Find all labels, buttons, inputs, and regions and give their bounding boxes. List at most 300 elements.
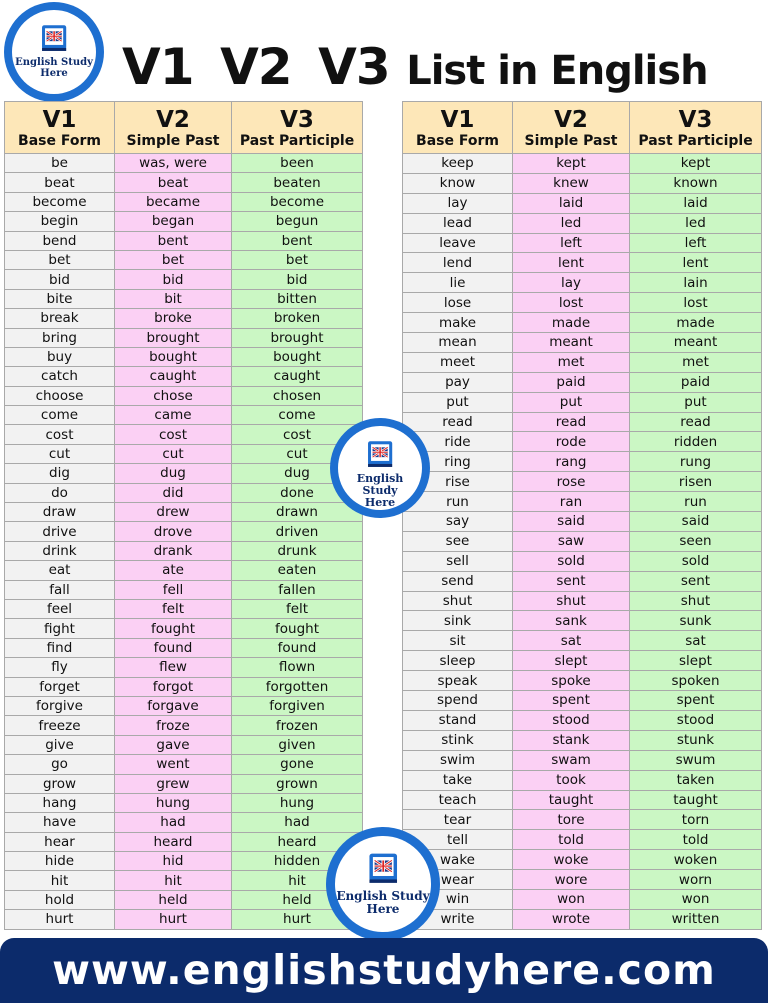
- verb-cell-v1: go: [5, 755, 115, 774]
- verb-cell-v2: spent: [513, 691, 630, 711]
- verb-cell-v2: found: [115, 638, 232, 657]
- verb-cell-v3: held: [232, 890, 363, 909]
- verb-cell-v2: became: [115, 192, 232, 211]
- table-row: [5, 638, 363, 657]
- table-row: [5, 406, 363, 425]
- verb-cell-v1: run: [403, 492, 513, 512]
- verb-cell-v1: bet: [5, 250, 115, 269]
- verb-cell-v3: caught: [232, 367, 363, 386]
- table-row: [5, 677, 363, 696]
- verb-cell-v1: write: [403, 909, 513, 929]
- verb-cell-v2: hung: [115, 793, 232, 812]
- verb-cell-v3: risen: [630, 472, 762, 492]
- verb-cell-v1: speak: [403, 671, 513, 691]
- table-row: [5, 309, 363, 328]
- table-row: [5, 173, 363, 192]
- verb-cell-v2: had: [115, 813, 232, 832]
- verb-cell-v3: sold: [630, 551, 762, 571]
- verb-cell-v3: sent: [630, 571, 762, 591]
- verb-cell-v3: come: [232, 406, 363, 425]
- book-flag-icon: [365, 439, 395, 469]
- verb-cell-v3: broken: [232, 309, 363, 328]
- verb-cell-v3: dug: [232, 464, 363, 483]
- verb-cell-v1: do: [5, 483, 115, 502]
- verb-cell-v1: swim: [403, 750, 513, 770]
- verb-cell-v2: lent: [513, 253, 630, 273]
- table-row: [403, 810, 762, 830]
- watermark-logo-middle: [330, 418, 430, 518]
- verb-cell-v3: drawn: [232, 503, 363, 522]
- title-v3: V3: [318, 38, 390, 96]
- verb-cell-v2: felt: [115, 599, 232, 618]
- verb-cell-v2: rose: [513, 472, 630, 492]
- verb-cell-v1: have: [5, 813, 115, 832]
- verb-cell-v3: had: [232, 813, 363, 832]
- verb-cell-v3: flown: [232, 658, 363, 677]
- verb-cell-v3: put: [630, 392, 762, 412]
- verb-cell-v1: eat: [5, 561, 115, 580]
- verb-cell-v2: told: [513, 830, 630, 850]
- verb-cell-v1: begin: [5, 212, 115, 231]
- table-row: [403, 770, 762, 790]
- table-row: [403, 691, 762, 711]
- table-row: [5, 696, 363, 715]
- verb-cell-v1: be: [5, 154, 115, 173]
- verb-cell-v2: hid: [115, 852, 232, 871]
- verb-cell-v1: say: [403, 512, 513, 532]
- verb-cell-v1: bring: [5, 328, 115, 347]
- verb-cell-v1: teach: [403, 790, 513, 810]
- verb-cell-v3: shut: [630, 591, 762, 611]
- table-row: [5, 599, 363, 618]
- table-row: [5, 328, 363, 347]
- verb-cell-v2: flew: [115, 658, 232, 677]
- verb-cell-v1: tear: [403, 810, 513, 830]
- verb-cell-v1: lay: [403, 193, 513, 213]
- table-row: [5, 658, 363, 677]
- verb-cell-v3: torn: [630, 810, 762, 830]
- verb-cell-v1: draw: [5, 503, 115, 522]
- verb-cell-v2: laid: [513, 193, 630, 213]
- verb-cell-v1: hit: [5, 871, 115, 890]
- verb-cell-v1: win: [403, 889, 513, 909]
- table-row: [5, 347, 363, 366]
- verb-cell-v2: cost: [115, 425, 232, 444]
- verb-cell-v1: ring: [403, 452, 513, 472]
- verb-cell-v3: hit: [232, 871, 363, 890]
- verb-cell-v2: drew: [115, 503, 232, 522]
- title-v2: V2: [220, 38, 292, 96]
- col-header-v3: V3 Past Participle: [232, 102, 363, 154]
- verb-cell-v3: hidden: [232, 852, 363, 871]
- table-row: [5, 852, 363, 871]
- verb-cell-v1: feel: [5, 599, 115, 618]
- table-row: [403, 253, 762, 273]
- verb-cell-v3: eaten: [232, 561, 363, 580]
- table-row: [403, 432, 762, 452]
- table-row: [5, 464, 363, 483]
- table-row: [5, 774, 363, 793]
- verb-cell-v2: shut: [513, 591, 630, 611]
- verb-cell-v3: spoken: [630, 671, 762, 691]
- book-flag-icon: [39, 23, 69, 53]
- verb-cell-v3: hurt: [232, 910, 363, 929]
- table-row: [403, 551, 762, 571]
- table-row: [403, 412, 762, 432]
- verb-cell-v2: forgot: [115, 677, 232, 696]
- verb-cell-v2: drank: [115, 541, 232, 560]
- table-row: [403, 909, 762, 929]
- table-row: [403, 830, 762, 850]
- verb-cell-v3: felt: [232, 599, 363, 618]
- verb-cell-v3: frozen: [232, 716, 363, 735]
- verb-cell-v2: bid: [115, 270, 232, 289]
- verb-cell-v3: driven: [232, 522, 363, 541]
- table-row: [5, 386, 363, 405]
- verb-cell-v1: give: [5, 735, 115, 754]
- table-row: [403, 671, 762, 691]
- col-header-v2: V2 Simple Past: [513, 102, 630, 154]
- verb-cell-v1: ride: [403, 432, 513, 452]
- verb-cell-v2: hurt: [115, 910, 232, 929]
- verb-cell-v3: run: [630, 492, 762, 512]
- verb-cell-v1: sink: [403, 611, 513, 631]
- table-row: [5, 483, 363, 502]
- verb-cell-v2: came: [115, 406, 232, 425]
- verb-table-right: [402, 101, 762, 930]
- table-row: [403, 730, 762, 750]
- verb-cell-v1: spend: [403, 691, 513, 711]
- verb-cell-v2: dug: [115, 464, 232, 483]
- table-row: [403, 870, 762, 890]
- verb-cell-v3: taken: [630, 770, 762, 790]
- verb-cell-v2: did: [115, 483, 232, 502]
- verb-cell-v2: sank: [513, 611, 630, 631]
- table-row: [5, 832, 363, 851]
- table-row: [403, 512, 762, 532]
- verb-cell-v3: told: [630, 830, 762, 850]
- table-row: [403, 710, 762, 730]
- verb-cell-v2: saw: [513, 531, 630, 551]
- verb-cell-v1: find: [5, 638, 115, 657]
- verb-cell-v3: rung: [630, 452, 762, 472]
- verb-cell-v1: bid: [5, 270, 115, 289]
- verb-cell-v1: tell: [403, 830, 513, 850]
- table-row: [5, 735, 363, 754]
- verb-cell-v3: beaten: [232, 173, 363, 192]
- verb-cell-v2: spoke: [513, 671, 630, 691]
- verb-cell-v1: put: [403, 392, 513, 412]
- logo-text-line-2: Here: [366, 901, 400, 916]
- table-row: [403, 611, 762, 631]
- verb-cell-v2: bent: [115, 231, 232, 250]
- verb-cell-v3: paid: [630, 372, 762, 392]
- verb-cell-v2: put: [513, 392, 630, 412]
- verb-cell-v3: worn: [630, 870, 762, 890]
- verb-cell-v1: wear: [403, 870, 513, 890]
- verb-cell-v2: woke: [513, 850, 630, 870]
- table-row: [5, 444, 363, 463]
- verb-cell-v3: become: [232, 192, 363, 211]
- verb-cell-v3: stood: [630, 710, 762, 730]
- verb-cell-v2: left: [513, 233, 630, 253]
- verb-cell-v2: wrote: [513, 909, 630, 929]
- verb-cell-v2: gave: [115, 735, 232, 754]
- verb-cell-v2: caught: [115, 367, 232, 386]
- verb-cell-v1: come: [5, 406, 115, 425]
- verb-cell-v2: slept: [513, 651, 630, 671]
- verb-cell-v1: stink: [403, 730, 513, 750]
- verb-cell-v3: gone: [232, 755, 363, 774]
- table-row: [403, 293, 762, 313]
- verb-cell-v2: fought: [115, 619, 232, 638]
- verb-cell-v1: keep: [403, 154, 513, 174]
- verb-cell-v1: wake: [403, 850, 513, 870]
- verb-cell-v3: written: [630, 909, 762, 929]
- verb-cell-v3: bet: [232, 250, 363, 269]
- table-row: [403, 213, 762, 233]
- verb-cell-v3: won: [630, 889, 762, 909]
- logo-text-line-1: English Study: [356, 472, 404, 498]
- verb-cell-v3: bid: [232, 270, 363, 289]
- verb-cell-v3: meant: [630, 333, 762, 353]
- verb-cell-v3: hung: [232, 793, 363, 812]
- verb-table-left: [4, 101, 363, 930]
- book-flag-icon: [366, 851, 400, 885]
- verb-cell-v1: sell: [403, 551, 513, 571]
- verb-cell-v1: break: [5, 309, 115, 328]
- verb-cell-v2: sat: [513, 631, 630, 651]
- table-row: [403, 273, 762, 293]
- table-row: [5, 425, 363, 444]
- verb-cell-v2: brought: [115, 328, 232, 347]
- verb-cell-v2: led: [513, 213, 630, 233]
- verb-cell-v3: ridden: [630, 432, 762, 452]
- verb-cell-v3: made: [630, 313, 762, 333]
- verb-cell-v3: found: [232, 638, 363, 657]
- verb-cell-v2: began: [115, 212, 232, 231]
- verb-cell-v3: met: [630, 352, 762, 372]
- verb-cell-v3: grown: [232, 774, 363, 793]
- table-row: [403, 591, 762, 611]
- table-row: [403, 193, 762, 213]
- verb-cell-v1: see: [403, 531, 513, 551]
- footer-banner: [0, 938, 768, 1003]
- verb-cell-v1: leave: [403, 233, 513, 253]
- verb-cell-v1: hide: [5, 852, 115, 871]
- table-row: [5, 367, 363, 386]
- table-row: [403, 313, 762, 333]
- col-header-v3: V3 Past Participle: [630, 102, 762, 154]
- table-row: [5, 716, 363, 735]
- verb-cell-v2: forgave: [115, 696, 232, 715]
- table-row: [403, 352, 762, 372]
- page-title: [122, 38, 708, 96]
- verb-cell-v1: forget: [5, 677, 115, 696]
- verb-cell-v2: sold: [513, 551, 630, 571]
- verb-cell-v1: drive: [5, 522, 115, 541]
- verb-cell-v2: kept: [513, 154, 630, 174]
- verb-cell-v1: read: [403, 412, 513, 432]
- table-row: [5, 619, 363, 638]
- table-row: [403, 372, 762, 392]
- table-row: [5, 270, 363, 289]
- table-row: [403, 750, 762, 770]
- table-row: [403, 154, 762, 174]
- verb-cell-v2: took: [513, 770, 630, 790]
- table-row: [5, 755, 363, 774]
- verb-cell-v2: sent: [513, 571, 630, 591]
- verb-cell-v2: read: [513, 412, 630, 432]
- verb-cell-v2: heard: [115, 832, 232, 851]
- verb-cell-v3: bent: [232, 231, 363, 250]
- verb-cell-v3: read: [630, 412, 762, 432]
- verb-cell-v3: bitten: [232, 289, 363, 308]
- verb-cell-v3: stunk: [630, 730, 762, 750]
- verb-cell-v2: froze: [115, 716, 232, 735]
- verb-cell-v3: spent: [630, 691, 762, 711]
- verb-cell-v2: beat: [115, 173, 232, 192]
- col-header-v1: V1 Base Form: [403, 102, 513, 154]
- table-row: [403, 173, 762, 193]
- logo-text-line-2: Here: [40, 68, 68, 80]
- title-rest: List in English: [406, 48, 708, 94]
- table-row: [403, 631, 762, 651]
- verb-cell-v3: taught: [630, 790, 762, 810]
- verb-cell-v3: lain: [630, 273, 762, 293]
- logo-text-line-1: English Study: [15, 57, 93, 69]
- verb-cell-v1: hold: [5, 890, 115, 909]
- table-row: [5, 231, 363, 250]
- verb-cell-v2: tore: [513, 810, 630, 830]
- verb-cell-v2: stood: [513, 710, 630, 730]
- verb-cell-v3: fallen: [232, 580, 363, 599]
- verb-cell-v1: lie: [403, 273, 513, 293]
- logo-text-line-1: English Study: [336, 888, 430, 903]
- verb-cell-v2: ran: [513, 492, 630, 512]
- verb-cell-v1: meet: [403, 352, 513, 372]
- verb-cell-v3: drunk: [232, 541, 363, 560]
- verb-cell-v2: drove: [115, 522, 232, 541]
- verb-cell-v1: lend: [403, 253, 513, 273]
- table-row: [403, 492, 762, 512]
- verb-cell-v3: swum: [630, 750, 762, 770]
- watermark-logo-bottom: [326, 827, 440, 941]
- verb-cell-v3: led: [630, 213, 762, 233]
- verb-cell-v3: chosen: [232, 386, 363, 405]
- table-row: [5, 541, 363, 560]
- verb-cell-v2: held: [115, 890, 232, 909]
- verb-cell-v3: left: [630, 233, 762, 253]
- verb-cell-v2: grew: [115, 774, 232, 793]
- verb-cell-v2: fell: [115, 580, 232, 599]
- verb-cell-v1: cost: [5, 425, 115, 444]
- verb-cell-v1: sit: [403, 631, 513, 651]
- verb-cell-v1: sleep: [403, 651, 513, 671]
- verb-cell-v3: given: [232, 735, 363, 754]
- verb-cell-v1: bend: [5, 231, 115, 250]
- table-row: [403, 790, 762, 810]
- verb-cell-v2: bought: [115, 347, 232, 366]
- table-row: [5, 250, 363, 269]
- verb-cell-v2: ate: [115, 561, 232, 580]
- verb-cell-v3: begun: [232, 212, 363, 231]
- verb-cell-v2: swam: [513, 750, 630, 770]
- page-header: [0, 0, 768, 100]
- table-row: [5, 503, 363, 522]
- verb-cell-v2: rang: [513, 452, 630, 472]
- table-row: [5, 793, 363, 812]
- verb-cell-v2: chose: [115, 386, 232, 405]
- table-row: [5, 561, 363, 580]
- table-row: [5, 289, 363, 308]
- table-row: [5, 192, 363, 211]
- verb-cell-v3: lost: [630, 293, 762, 313]
- verb-cell-v1: drink: [5, 541, 115, 560]
- verb-cell-v1: hurt: [5, 910, 115, 929]
- verb-cell-v2: broke: [115, 309, 232, 328]
- verb-cell-v2: taught: [513, 790, 630, 810]
- verb-cell-v2: bit: [115, 289, 232, 308]
- verb-cell-v1: make: [403, 313, 513, 333]
- verb-cell-v2: cut: [115, 444, 232, 463]
- verb-cell-v2: wore: [513, 870, 630, 890]
- table-row: [5, 910, 363, 929]
- verb-cell-v1: lose: [403, 293, 513, 313]
- table-row: [5, 871, 363, 890]
- verb-cell-v3: sunk: [630, 611, 762, 631]
- verb-cell-v1: know: [403, 173, 513, 193]
- col-header-v1: V1 Base Form: [5, 102, 115, 154]
- verb-cell-v3: kept: [630, 154, 762, 174]
- table-row: [5, 813, 363, 832]
- verb-cell-v2: went: [115, 755, 232, 774]
- title-v1: V1: [122, 38, 194, 96]
- verb-cell-v1: mean: [403, 333, 513, 353]
- verb-cell-v1: hear: [5, 832, 115, 851]
- table-row: [403, 531, 762, 551]
- verb-cell-v1: rise: [403, 472, 513, 492]
- verb-cell-v2: bet: [115, 250, 232, 269]
- table-header-row: [403, 102, 762, 154]
- verb-cell-v3: fought: [232, 619, 363, 638]
- table-row: [403, 452, 762, 472]
- verb-cell-v2: made: [513, 313, 630, 333]
- verb-cell-v3: known: [630, 173, 762, 193]
- verb-cell-v1: shut: [403, 591, 513, 611]
- verb-cell-v3: said: [630, 512, 762, 532]
- table-header-row: [5, 102, 363, 154]
- verb-cell-v1: send: [403, 571, 513, 591]
- verb-cell-v3: brought: [232, 328, 363, 347]
- verb-cell-v2: was, were: [115, 154, 232, 173]
- verb-cell-v2: rode: [513, 432, 630, 452]
- table-row: [403, 333, 762, 353]
- table-row: [5, 580, 363, 599]
- verb-cell-v1: fall: [5, 580, 115, 599]
- table-row: [5, 154, 363, 173]
- verb-cell-v1: grow: [5, 774, 115, 793]
- col-header-v2: V2 Simple Past: [115, 102, 232, 154]
- table-row: [403, 571, 762, 591]
- verb-cell-v2: hit: [115, 871, 232, 890]
- verb-cell-v3: laid: [630, 193, 762, 213]
- verb-cell-v1: freeze: [5, 716, 115, 735]
- table-row: [403, 472, 762, 492]
- footer-url: www.englishstudyhere.com: [52, 946, 716, 994]
- verb-cell-v1: dig: [5, 464, 115, 483]
- verb-cell-v3: lent: [630, 253, 762, 273]
